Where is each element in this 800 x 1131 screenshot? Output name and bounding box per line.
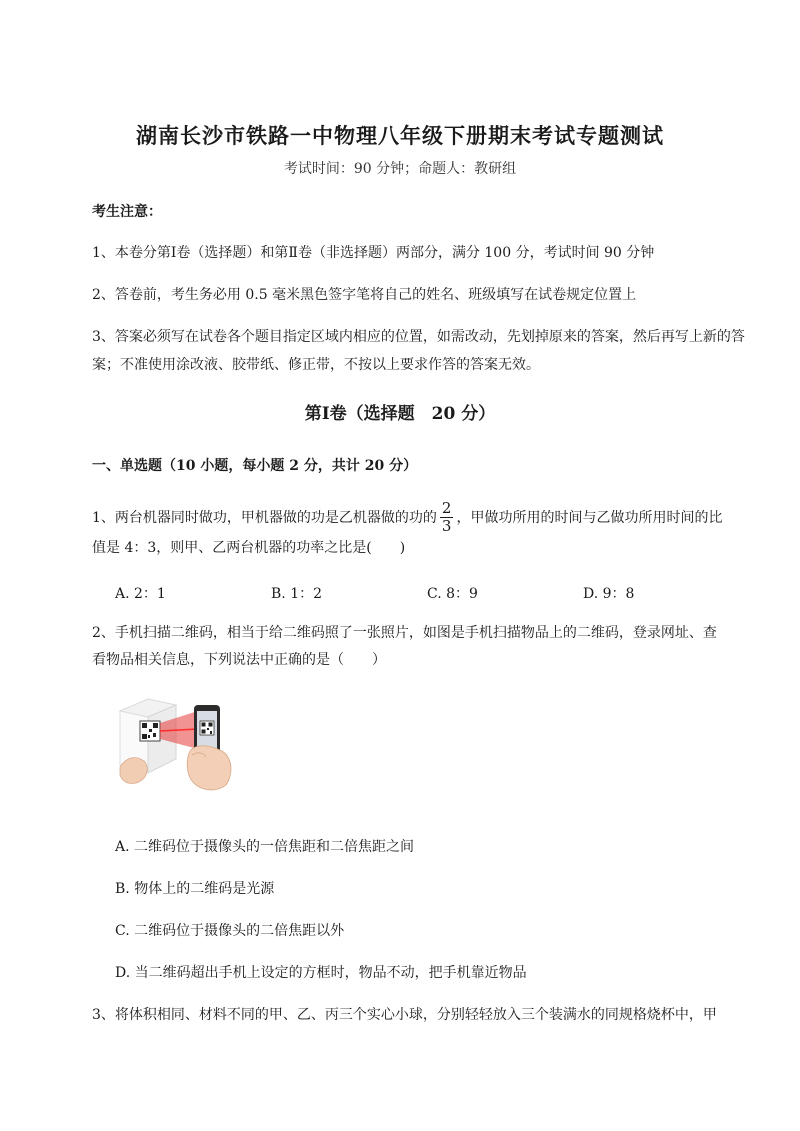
notice-item-3: 3、答案必须写在试卷各个题目指定区域内相应的位置，如需改动，先划掉原来的答案，然后再写上新的答案；不准使用涂改液、胶带纸、修正带，不按以上要求作答的答案无效。: [92, 329, 745, 373]
question-1-line-1: [92, 500, 722, 535]
question-1-text-before: 1、两台机器同时做功，甲机器做的功是乙机器做的功的: [92, 509, 437, 526]
phone-scanning-qr-illustration: [118, 695, 236, 795]
question-1-text-after: ，甲做功所用的时间与乙做功所用时间的比: [456, 509, 723, 526]
phone-scanning-qr-figure: [118, 695, 236, 795]
question-1-line-2: 值是 4：3，则甲、乙两台机器的功率之比是( ): [92, 540, 406, 556]
part-heading: 一、单选题（10 小题，每小题 2 分，共计 20 分）: [92, 458, 418, 474]
fraction: [440, 500, 454, 535]
question-2-option-a: A. 二维码位于摄像头的一倍焦距和二倍焦距之间: [115, 839, 415, 855]
notice-item-1: 1、本卷分第Ⅰ卷（选择题）和第Ⅱ卷（非选择题）两部分，满分 100 分，考试时间 90 分钟: [92, 245, 655, 261]
notice-heading: 考生注意：: [92, 204, 162, 220]
question-1-option-d: D. 9：8: [583, 586, 635, 602]
question-2-option-d: D. 当二维码超出手机上设定的方框时，物品不动，把手机靠近物品: [115, 965, 527, 981]
fraction-denominator: 3: [441, 517, 452, 535]
exam-info: 考试时间：90 分钟；命题人：教研组: [283, 161, 517, 177]
notice-item-2: 2、答卷前，考生务必用 0.5 毫米黑色签字笔将自己的姓名、班级填写在试卷规定位置上: [92, 287, 637, 303]
fraction-numerator: 2: [441, 499, 452, 517]
question-1-option-b: B. 1：2: [271, 586, 323, 602]
question-1-option-a: A. 2：1: [115, 586, 166, 602]
question-1-option-c: C. 8：9: [427, 586, 478, 602]
question-2-line-1: 2、手机扫描二维码，相当于给二维码照了一张照片，如图是手机扫描物品上的二维码，登录网址、查: [92, 625, 717, 641]
question-2-option-c: C. 二维码位于摄像头的二倍焦距以外: [115, 923, 345, 939]
question-2-line-2: 看物品相关信息，下列说法中正确的是（ ）: [92, 652, 386, 668]
page-title: 湖南长沙市铁路一中物理八年级下册期末考试专题测试: [136, 123, 664, 148]
section-title: 第Ⅰ卷（选择题 20 分）: [304, 404, 496, 424]
question-2-option-b: B. 物体上的二维码是光源: [115, 881, 275, 897]
question-3-line-1: 3、将体积相同、材料不同的甲、乙、丙三个实心小球，分别轻轻放入三个装满水的同规格烧杯中，甲: [92, 1007, 717, 1023]
